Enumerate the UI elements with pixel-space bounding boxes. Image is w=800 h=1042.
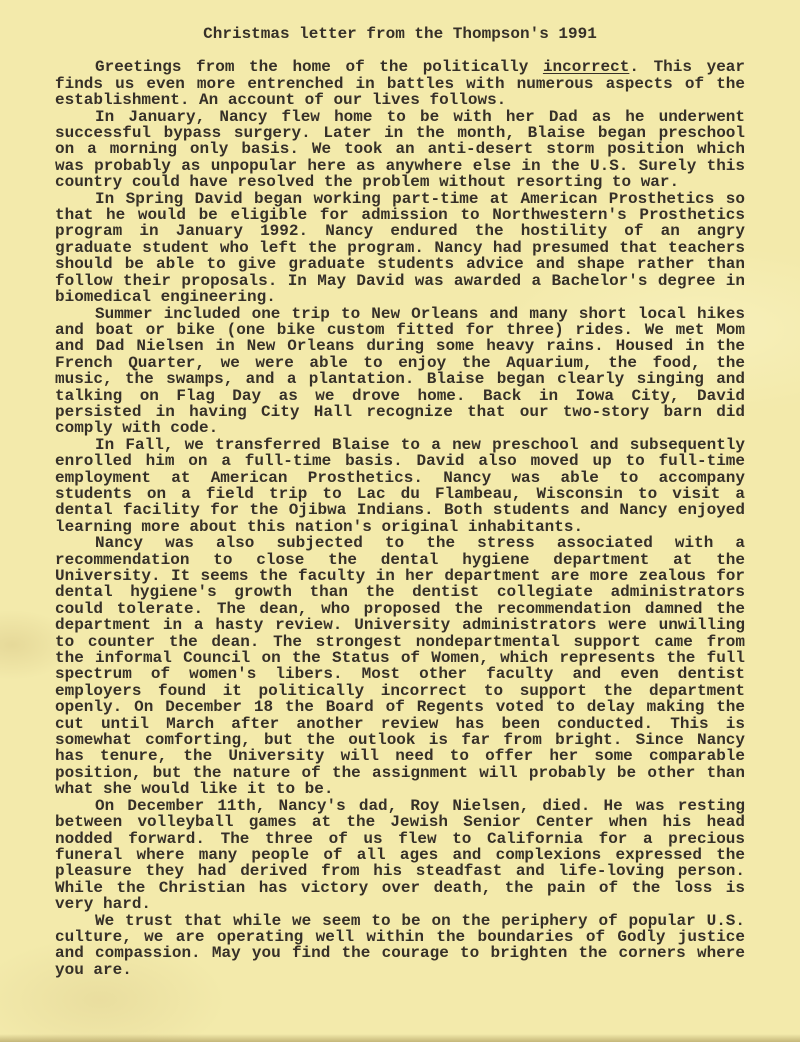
- greetings-text-post: . This year finds us even more entrenched in battles with numerous aspects of the establishment. An account of our lives follows.: [55, 58, 745, 110]
- letter-paragraph-roy-nielsen: On December 11th, Nancy's dad, Roy Nielsen, died. He was resting between volleyball games at the Jewish Senior Center when his head nodded forward. The three of us flew to California for a precious funeral where many people of all ages and complexions expressed the pleasure they had derived from his steadfast and life-loving person. While the Christian has victory over death, the pain of the loss is very hard.: [55, 796, 745, 914]
- letter-paragraph-dental-hygiene: Nancy was also subjected to the stress associated with a recommendation to close the dental hygiene department at the University. It seems the faculty in her department are more zealous for dental hygiene's growth than the dentist collegiate administrators could tolerate. The dean, who proposed the recommendation damned the department in a hasty review. University administrators were unwilling to counter the dean. The strongest nondepartmental support came from the informal Council on the Status of Women, which represents the full spectrum of women's libers. Most other faculty and even dentist employers found it politically incorrect to support the department openly. On December 18 the Board of Regents voted to delay making the cut until March after another review has been conducted. This is somewhat comforting, but the outlook is far from bright. Since Nancy has tenure, the University will need to offer her some comparable position, but the nature of the assignment will probably be other than what she would like it to be.: [55, 534, 745, 799]
- letter-paragraph-january: In January, Nancy flew home to be with her Dad as he underwent successful bypass surgery. Later in the month, Blaise began preschool on a morning only basis. We took an anti-desert storm position which was probably as unpopular here as anywhere else in the U.S. Surely this country could have resolved the problem without resorting to war.: [55, 107, 745, 192]
- letter-paragraph-spring: In Spring David began working part-time at American Prosthetics so that he would be eligible for admission to Northwestern's Prosthetics program in January 1992. Nancy endured the hostility of an angry graduate student who left the program. Nancy had presumed that teachers should be able to give graduate students advice and shape rather than follow their proposals. In May David was awarded a Bachelor's degree in biomedical engineering.: [55, 189, 745, 307]
- letter-paragraph-closing: We trust that while we seem to be on the periphery of popular U.S. culture, we are operating well within the boundaries of Godly justice and compassion. May you find the courage to brighten the corners where you are.: [55, 911, 745, 979]
- letter-paragraph-fall: In Fall, we transferred Blaise to a new preschool and subsequently enrolled him on a full-time basis. David also moved up to full-time employment at American Prosthetics. Nancy was able to accompany students on a field trip to Lac du Flambeau, Wisconsin to visit a dental facility for the Ojibwa Indians. Both students and Nancy enjoyed learning more about this nation's original inhabitants.: [55, 435, 745, 536]
- letter-title: Christmas letter from the Thompson's 1991: [203, 25, 597, 43]
- underlined-word-incorrect: incorrect: [542, 58, 630, 77]
- paper-bottom-edge: [0, 1034, 800, 1042]
- greetings-text-pre: Greetings from the home of the politically: [95, 58, 543, 77]
- letter-paragraph-summer: Summer included one trip to New Orleans and many short local hikes and boat or bike (one bike custom fitted for three) rides. We met Mom and Dad Nielsen in New Orleans during some heavy rains. Housed in the French Quarter, we were able to enjoy the Aquarium, the food, the music, the swamps, and a plantation. Blaise began clearly singing and talking on Flag Day as we drove home. Back in Iowa City, David persisted in having City Hall recognize that our two-story barn did comply with code.: [55, 304, 745, 438]
- letter-paragraph-greetings: [55, 59, 745, 108]
